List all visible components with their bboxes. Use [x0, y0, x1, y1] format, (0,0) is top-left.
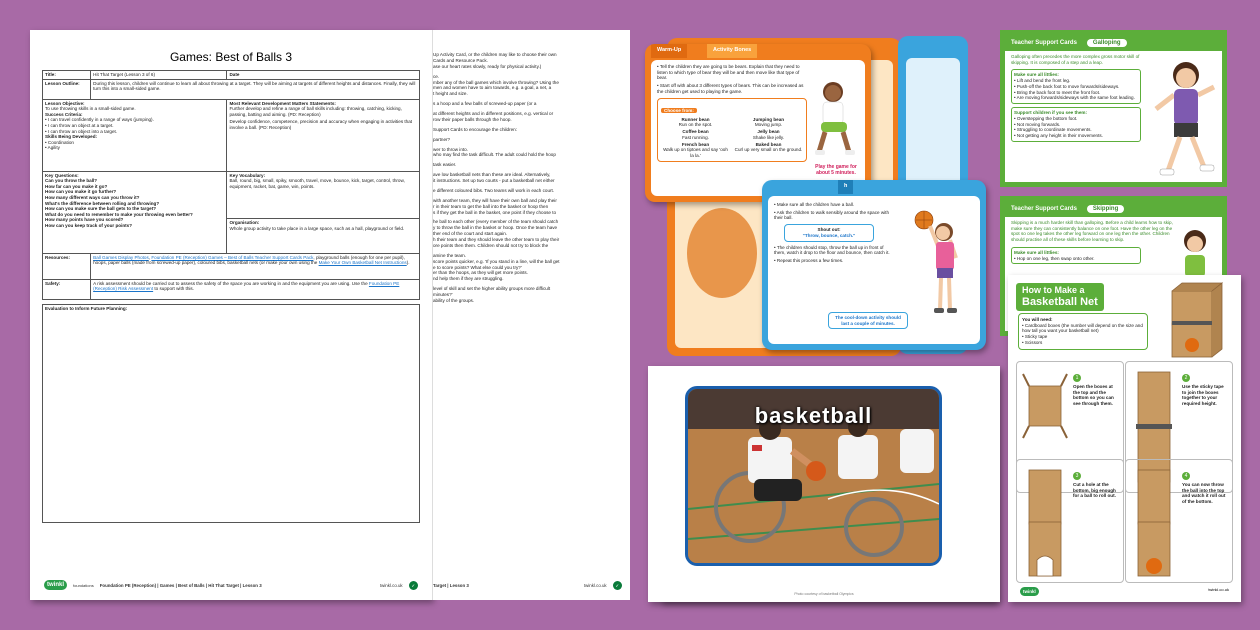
resources-link[interactable]: Ball Games Display Photos: [93, 254, 149, 260]
twinkl-badge-icon: ✓: [409, 581, 418, 590]
shout-label: Shout out:: [817, 227, 841, 233]
page2-line: minutes?': [433, 292, 453, 297]
support-label: Support children if you see them:: [1014, 110, 1087, 116]
box-with-hole-icon: [1021, 464, 1069, 580]
skills-list: [45, 140, 224, 151]
page2-line: amine the team.: [433, 252, 466, 258]
page2-line: score points quicker, e.g. 'If you stand in a line, will the ball get: [433, 258, 560, 264]
vocab-text: Ball, round, big, small, spiky, smooth, travel, move, bounce, kick, target, control, throw, equipment, racket, bat, game, win, points.: [229, 178, 405, 189]
question-item: Can you throw the ball?: [45, 178, 98, 184]
lesson-plan-page: [30, 30, 432, 600]
page2-text-block: [433, 52, 630, 304]
skill-name: Skipping: [1087, 205, 1124, 213]
cooldown-card-body: [768, 196, 980, 344]
step-text: Cut a hole at the bottom, big enough for a ball to roll out.: [1073, 482, 1116, 499]
title-value: Hit That Target (Lesson 3 of 6): [91, 71, 227, 80]
instructions-title: [1016, 283, 1104, 311]
page2-line: mber any of the ball games which involve throwing? Using the: [433, 79, 559, 85]
dm-label: Most Relevant Development Matters Statements:: [229, 100, 336, 106]
page2-line: h their team and they should leave the other team to play their: [433, 237, 560, 242]
list-item: • Lift and bend the front leg.: [1014, 78, 1071, 84]
resources-link[interactable]: Make Your Own Basketball Net Instructions: [318, 260, 407, 266]
questions-label: Key Questions:: [45, 172, 79, 178]
evaluation-label: Evaluation to Inform Future Planning:: [43, 304, 420, 522]
footer-site: twinkl.co.uk: [1208, 587, 1229, 592]
page2-line: Up Activity Card, or the children may like to choose their own: [433, 52, 557, 57]
dm-text-2: Develop confidence, competence, precision and accuracy when engaging in activities that involve a ball. (PD: Reception): [229, 119, 413, 130]
warmup-bullet: • Start off with about 3 different types of bears. This can be increased as the children get used to playing the game.: [657, 83, 804, 94]
materials-label: You will need:: [1022, 317, 1053, 322]
org-text: Whole group activity to take place in a large space, such as a hall, playground or field.: [229, 225, 405, 231]
vocab-label: Key Vocabulary:: [229, 172, 266, 178]
shout-text: "Throw, bounce, catch.": [802, 232, 856, 238]
question-item: How many different ways can you throw it?: [45, 194, 140, 200]
page2-line: y to throw the ball in the basket or hoop. Once the team have: [433, 225, 558, 231]
org-label: Organisation:: [229, 220, 260, 226]
page2-line: Support Cards to encourage the children:: [433, 126, 518, 132]
list-item: • Scissors: [1022, 339, 1043, 345]
objective-text: To use throwing skills in a small-sided game.: [45, 106, 136, 112]
warmup-card-body: [651, 60, 865, 196]
question-item: What's the difference between rolling and throwing?: [45, 200, 160, 206]
list-item: • I can throw an object at a target.: [45, 122, 114, 128]
support-card-header: [1005, 35, 1222, 51]
page2-line: r in their team to get the ball into the basket or hoop then: [433, 203, 549, 209]
page2-line: ther end of the court and start again.: [433, 231, 508, 237]
step-number: 1: [1073, 374, 1081, 382]
page2-line: t height and size.: [433, 91, 468, 97]
list-item: • Cardboard boxes (the number will depend on the size and how tall you want your basketball net): [1022, 322, 1143, 334]
twinkl-logo: twinkl: [44, 580, 67, 590]
page2-line: partner?: [433, 136, 451, 142]
lesson-plan-page-2: [432, 30, 630, 600]
shout-box: [784, 224, 874, 241]
cardboard-net-icon: [1158, 281, 1230, 361]
resources-cell: Ball Games Display Photos, Foundation PE (Reception) Games – Best of Balls Teacher Support Cards Pack, playground balls (enough for one per pupil), hoops, paper balls (made from screwed-up paper), coloured bibs, basketball nets (or make your own using the Make Your Own Basketball Net Instructions).: [91, 253, 420, 279]
page2-line: he ball to each other (every member of the team should catch: [433, 219, 559, 225]
step-text: Open the boxes at the top and the bottom so you can see through them.: [1073, 384, 1114, 407]
page2-footer: [433, 581, 622, 590]
safety-cell: [91, 279, 420, 299]
development-matters-cell: [227, 99, 420, 171]
support-box: [1011, 107, 1141, 142]
page2-line: task easier.: [433, 162, 457, 168]
girl-squatting-icon: [811, 78, 861, 158]
safety-link[interactable]: Foundation PE (Reception) Risk Assessment: [93, 280, 400, 292]
bean-grid: [661, 117, 803, 159]
page2-line: who may find the task difficult. The adult could hold the hoop: [433, 152, 556, 158]
materials-box: [1018, 313, 1148, 350]
objective-label: Lesson Objective:: [45, 100, 85, 106]
organisation-cell: [227, 219, 420, 253]
resources-text: playground balls (enough for one per pupil), hoops, paper balls (made from screwed-up paper), coloured bibs, basketball nets (or make your own using the: [93, 254, 405, 266]
page2-line: ave low basketball nets than these are ideal. Alternatively,: [433, 172, 551, 178]
list-item: • Agility: [45, 145, 60, 151]
support-card-header: [1005, 201, 1222, 217]
checklist-label: Make sure all littlies:: [1014, 72, 1059, 78]
outline-text: During this lesson, children will continue to learn all about throwing at a target. They will be aiming at targets of different heights and distances. Finally, they will turn this into a small-sided game.: [91, 79, 420, 99]
ball-rolling-out-icon: [1130, 464, 1178, 580]
page2-line: ce.: [433, 73, 440, 79]
cooldown-bullet: • Ask the children to walk sensibly around the space with their ball.: [774, 209, 889, 221]
page2-line: wer to throw into.: [433, 146, 468, 152]
footer-text: Target | Lesson 3: [433, 583, 469, 588]
warmup-tab: Warm-Up: [651, 44, 687, 58]
page2-line: it instructions. Set up two courts - put a basketball net either: [433, 178, 555, 183]
twinkl-logo: twinkl: [1020, 587, 1039, 596]
safety-text-2: to support with this.: [154, 286, 194, 292]
questions-cell: [43, 171, 227, 253]
question-item: How can you keep track of your points?: [45, 222, 133, 228]
bean-option: Jelly bean Shake like jelly.: [752, 129, 785, 140]
basketball-photo: [685, 386, 942, 566]
page-footer: [44, 580, 418, 590]
support-intro: Skipping is a much harder skill than galloping. Before a child learns how to skip, make sure they can consistently balance on one foot. Have the other leg on the spot so one leg takes the other leg forward on one leg then the other. Children should practise all of these skills before learning to skip.: [1011, 220, 1173, 243]
page2-line: with another team, they will have their own ball and play their: [433, 197, 557, 203]
success-label: Success Criteria:: [45, 111, 83, 117]
skills-label: Skills Being Developed:: [45, 134, 98, 140]
dm-text-1: Further develop and refine a range of ball skills including: throwing, catching, kicking, passing, batting and aiming. (PD: Reception): [229, 106, 402, 117]
list-item: • Coordination: [45, 139, 74, 145]
support-intro: Galloping often precedes the more complex gross motor skill of skipping. It is composed of a step and a leap.: [1011, 54, 1140, 65]
page2-line: er than the hoops, as they will get more points.: [433, 270, 528, 276]
support-card-label: Teacher Support Cards: [1011, 206, 1077, 212]
play-note: Play the game for about 5 minutes.: [815, 164, 857, 177]
child-skipping-icon: [1175, 227, 1215, 277]
warmup-bullet: • Tell the children they are going to be bears. Explain that they need to listen to which type of bear they will be and then move like that type of bear.: [657, 64, 800, 81]
boy-galloping-icon: [1150, 57, 1220, 185]
support-card-galloping: [1000, 30, 1227, 187]
list-item: • Not moving forwards.: [1014, 121, 1061, 127]
cooldown-bullet: • Repeat this process a few times.: [774, 258, 844, 264]
title-label: Title:: [43, 71, 91, 80]
page2-line: s if they get the ball in the basket, one point if they choose to: [433, 209, 557, 215]
lesson-title: Games: Best of Balls 3: [169, 50, 293, 64]
step-text: You can now throw the ball into the top and watch it roll out of the bottom.: [1182, 482, 1226, 505]
list-item: • I can throw an object into a target.: [45, 128, 118, 134]
support-card-label: Teacher Support Cards: [1011, 40, 1077, 46]
footer-site: twinkl.co.uk: [379, 582, 403, 588]
page2-line: nd help them if they are struggling.: [433, 276, 504, 282]
question-item: How many points have you scored?: [45, 217, 124, 223]
question-item: How can you make sure the ball gets to the target?: [45, 206, 157, 212]
objectives-cell: [43, 99, 227, 171]
step-number: 3: [1073, 472, 1081, 480]
date-label: Date: [227, 71, 420, 80]
list-item: • Bring the back foot to meet the front foot.: [1014, 89, 1101, 95]
page2-line: ore points then them. Children should not try to block the: [433, 242, 549, 248]
list-item: • Are moving forwards/sideways with the same foot leading.: [1014, 95, 1135, 101]
list-item: • Push-off the back foot to move forwards/sideways.: [1014, 83, 1120, 89]
bean-option: Runner bean Run on the spot.: [678, 116, 713, 128]
brand-sub: foundations: [73, 582, 94, 588]
page2-line: Cards and Resource Pack.: [433, 57, 488, 63]
list-item: • Sticky tape: [1022, 334, 1048, 340]
list-item: • Overstepping the bottom foot.: [1014, 115, 1078, 121]
bean-option: Jumping bean Moving jump.: [752, 116, 785, 128]
step-number: 2: [1182, 374, 1190, 382]
step-text: Use the sticky tape to join the boxes together to your required height.: [1182, 384, 1224, 407]
bean-option: Baked bean Curl up very small on the ground.: [734, 141, 803, 153]
page2-line: ability of the groups.: [433, 297, 475, 303]
resources-link[interactable]: Foundation PE (Reception) Games – Best of Balls Teacher Support Cards Pack: [151, 254, 314, 260]
list-item: • Hop on one leg, then swap onto other.: [1014, 255, 1095, 261]
photo-caption: Photo courtesy of basketball Olympics: [794, 592, 854, 596]
warmup-card: [645, 44, 871, 202]
question-item: What do you need to remember to make your throwing even better?: [45, 211, 193, 217]
checklist-box: [1011, 247, 1141, 264]
cooldown-tab: h: [838, 180, 853, 194]
activity-tab: Activity Bones: [707, 44, 757, 58]
footer-text: Foundation PE (Reception) | Games | Best of Balls | Hit That Target | Lesson 3: [99, 582, 262, 588]
outline-label: Lesson Outline:: [43, 79, 91, 99]
page2-line: e to score points? What else could you try?': [433, 264, 522, 270]
page2-line: s a hoop and a few balls of screwed-up paper (or a: [433, 101, 537, 107]
bean-option: French bean Walk up on tiptoes and say 'ooh la la.': [663, 141, 728, 159]
page2-line: level of skill and set the higher ability groups more difficult: [433, 286, 551, 292]
list-item: • I can travel confidently in a range of ways (jumping).: [45, 117, 154, 123]
page2-line: e different coloured bibs. Two teams will work in each court.: [433, 187, 555, 193]
display-photo-sheet: [648, 366, 1000, 602]
cooldown-note: The cool-down activity should last a couple of minutes.: [828, 312, 908, 329]
success-list: [45, 117, 224, 134]
list-item: • Struggling to coordinate movements.: [1014, 127, 1092, 133]
lesson-plan-table: [42, 70, 420, 300]
page2-line: row their paper balls through the hoop.: [433, 116, 512, 122]
page2-line: at different heights and in different positions, e.g. vertical or: [433, 111, 554, 116]
skill-name: Galloping: [1087, 39, 1127, 47]
question-item: How can you make it go further?: [45, 189, 117, 195]
cooldown-bullet: • The children should stop, throw the ball up in front of them, watch it drop to the floor and bounce, then catch it.: [774, 244, 890, 256]
step-card: [1125, 459, 1233, 583]
cooldown-card: [762, 180, 986, 350]
safety-label: Safety:: [43, 279, 91, 299]
basketball-net-instructions: [1008, 275, 1241, 602]
photo-label: basketball: [754, 403, 873, 428]
choose-box: [657, 98, 807, 162]
cooldown-bullet: • Make sure all the children have a ball.: [774, 202, 855, 207]
girl-throwing-ball-icon: [910, 206, 970, 318]
question-item: How far can you make it go?: [45, 183, 108, 189]
title-line-2: Basketball Net: [1022, 295, 1098, 308]
bean-option: Coffee bean Fast running.: [682, 129, 709, 140]
step-card: [1016, 459, 1124, 583]
list-item: • Not getting any height in their movements.: [1014, 133, 1103, 139]
safety-text: A risk assessment should be carried out to assess the safety of the space you are working in and the equipment you are using. Use the: [93, 280, 368, 286]
step-number: 4: [1182, 472, 1190, 480]
choose-label: Choose from:: [661, 108, 697, 114]
vocabulary-cell: [227, 171, 420, 219]
open-box-icon: [1021, 366, 1069, 446]
page2-line: ase our heart rates slowly, ready for physical activity.): [433, 63, 542, 69]
checklist-box: [1011, 69, 1141, 104]
net-footer: [1020, 587, 1229, 596]
resources-label: Resources:: [43, 253, 91, 279]
child-illustration-icon: [687, 208, 757, 298]
twinkl-badge-icon: ✓: [613, 581, 622, 590]
title-line-1: How to Make a: [1022, 285, 1085, 295]
page2-line: men and women have to aim towards, e.g. a goal, a net, a: [433, 85, 552, 91]
checklist-label: Make sure all littlies:: [1014, 249, 1059, 255]
footer-site: twinkl.co.uk: [583, 583, 607, 588]
evaluation-table: [42, 304, 420, 523]
